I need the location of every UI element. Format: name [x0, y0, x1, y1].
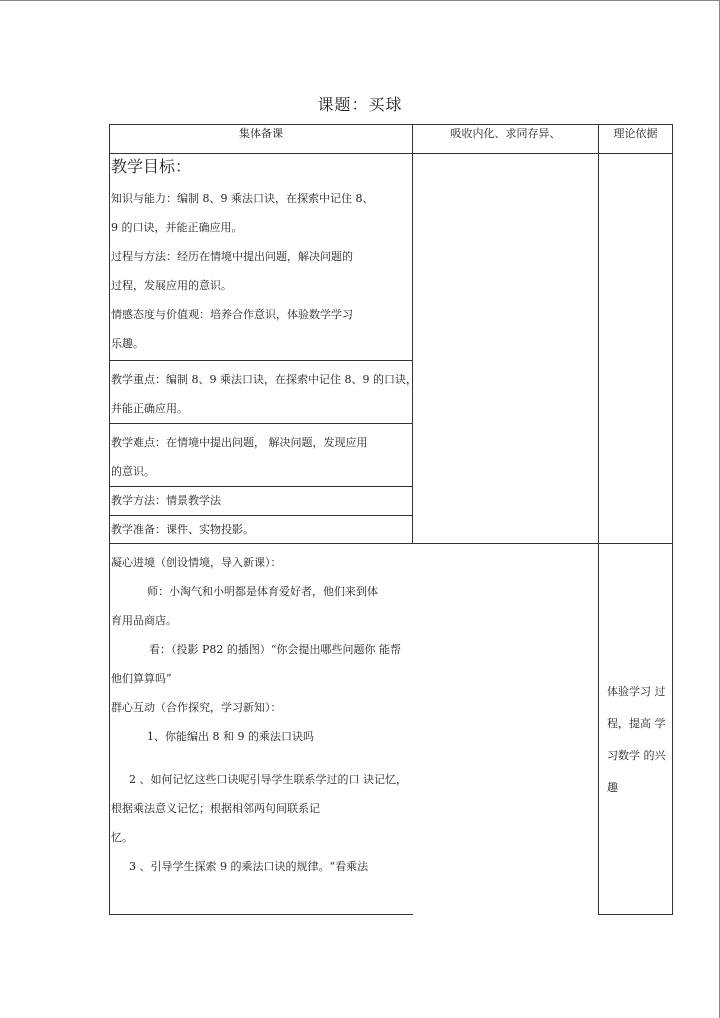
absorb-cell-bottom — [413, 544, 599, 915]
process-line: 育用品商店。 — [111, 614, 177, 627]
difficulties-cell — [110, 424, 413, 487]
objectives-row — [110, 154, 673, 361]
objective-line: 乐趣。 — [111, 337, 144, 350]
table-header-row — [110, 125, 673, 154]
objectives-heading: 教学目标： — [111, 157, 192, 176]
preparation-cell — [110, 516, 413, 544]
header-absorb: 吸收内化、求同存异、 — [413, 125, 599, 154]
theory-line: 习数学 的兴 — [607, 749, 666, 762]
process-line: 忆。 — [111, 831, 133, 844]
process-line: 1、你能编出 8 和 9 的乘法口诀吗 — [147, 730, 314, 743]
objective-line: 过程，发展应用的意识。 — [111, 279, 232, 292]
difficulty-line: 的意识。 — [111, 465, 155, 478]
process-line: 师：小淘气和小明都是体育爱好者，他们来到体 — [147, 585, 378, 598]
absorb-cell-top — [413, 154, 599, 544]
process-line: 2 、如何记忆这些口诀呢引导学生联系学过的口 诀记忆， — [129, 773, 407, 786]
header-theory: 理论依据 — [599, 125, 673, 154]
method-text: 教学方法：情景教学法 — [111, 494, 221, 507]
lesson-plan-table — [109, 124, 673, 915]
key-point-line: 教学重点：编制 8、9 乘法口诀，在探索中记住 8、9 的口诀， — [111, 373, 417, 386]
process-line: 看：（投影 P82 的插图）“你会提出哪些问题你 能帮 — [149, 643, 402, 656]
process-line: 群心互动（合作探究，学习新知）： — [111, 701, 282, 714]
theory-line: 体验学习 过 — [607, 685, 666, 698]
objectives-cell — [110, 154, 413, 361]
key-points-cell — [110, 361, 417, 424]
objective-line: 9 的口诀，并能正确应用。 — [111, 221, 243, 234]
process-line: 他们算算吗” — [111, 672, 172, 685]
objective-line: 情感态度与价值观：培养合作意识，体验数学学习 — [111, 308, 353, 321]
theory-cell-top — [599, 154, 673, 544]
process-line: 凝心进境（创设情境，导入新课）： — [111, 556, 282, 569]
page-title: 课题：买球 — [317, 95, 403, 114]
header-collective-prep: 集体备课 — [110, 125, 413, 154]
theory-line: 趣 — [607, 781, 618, 794]
theory-cell-bottom — [599, 544, 673, 915]
method-cell — [110, 487, 413, 516]
process-line: 根据乘法意义记忆；根据相邻两句间联系记 — [111, 802, 320, 815]
objective-line: 过程与方法：经历在情境中提出问题，解决问题的 — [111, 250, 353, 263]
page-border-top — [0, 0, 720, 1]
preparation-text: 教学准备：课件、实物投影。 — [111, 523, 254, 536]
objective-line: 知识与能力：编制 8、9 乘法口诀，在探索中记住 8、 — [111, 192, 374, 205]
process-row — [110, 544, 673, 915]
process-cell — [110, 544, 413, 915]
theory-line: 程，提高 学 — [607, 717, 666, 730]
difficulty-line: 教学难点：在情境中提出问题， 解决问题，发现应用 — [111, 436, 368, 449]
process-line: 3 、引导学生探索 9 的乘法口诀的规律。“看乘法 — [129, 860, 369, 873]
key-point-line: 并能正确应用。 — [111, 402, 188, 415]
